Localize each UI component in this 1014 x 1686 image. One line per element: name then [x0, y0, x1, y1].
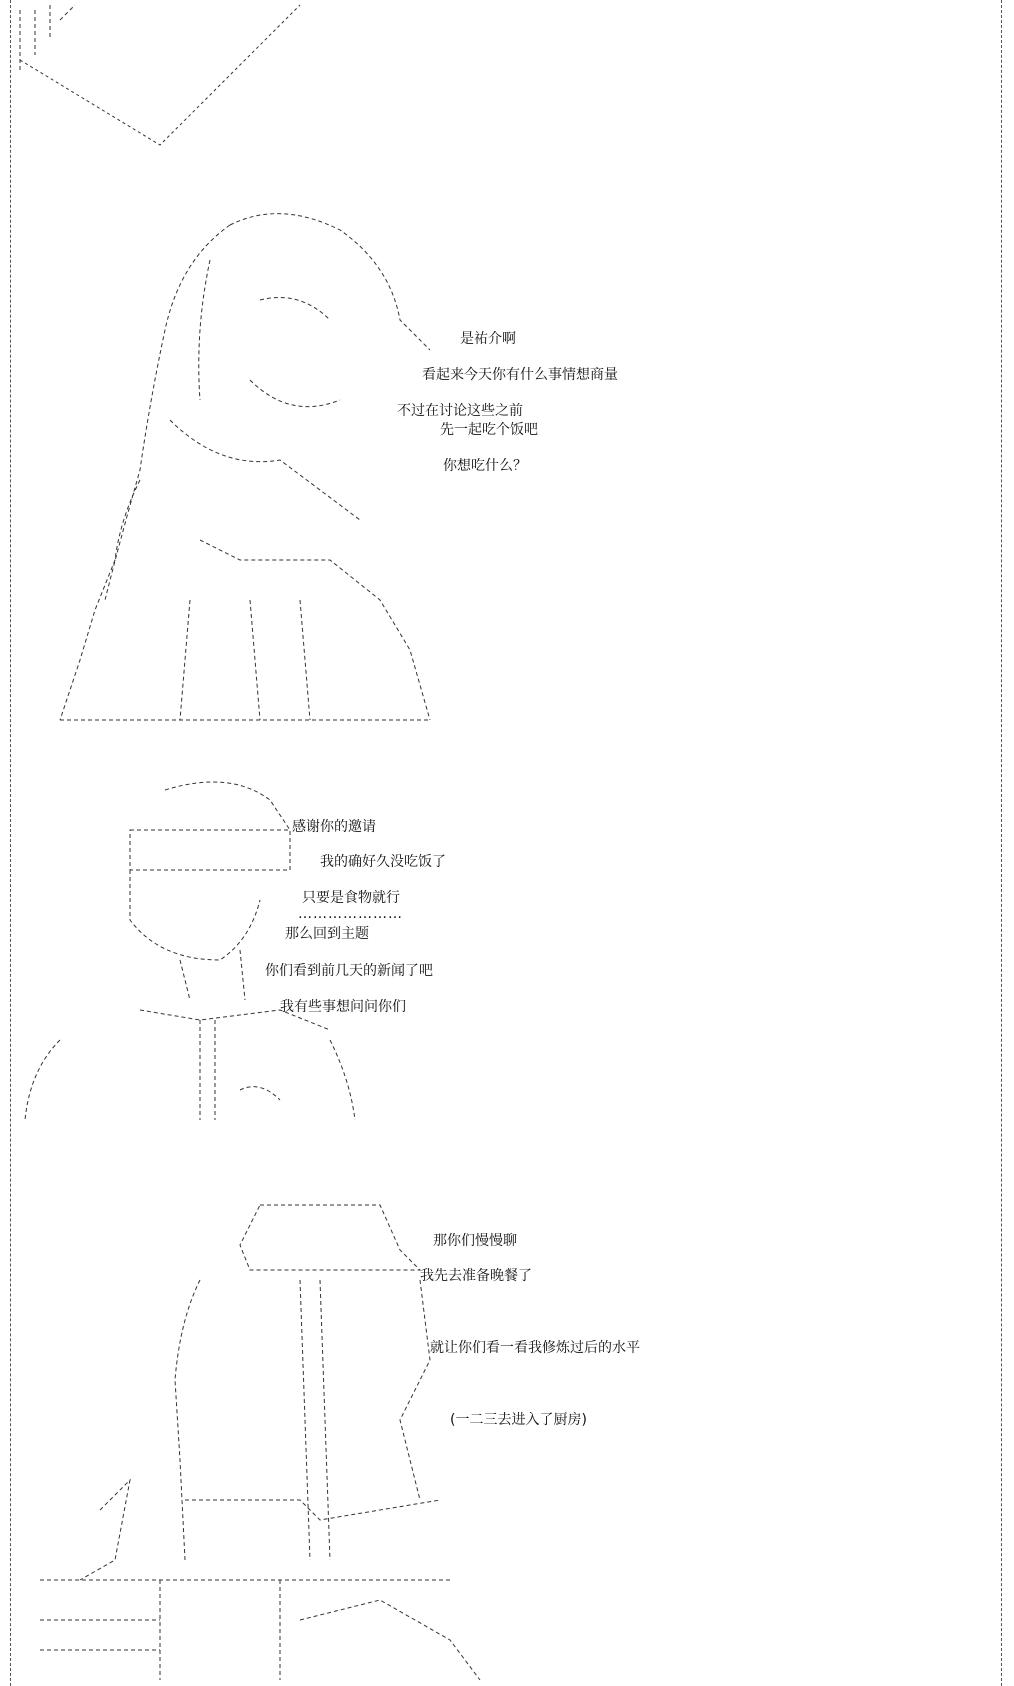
- dialogue-line: 那么回到主题: [285, 926, 369, 942]
- dialogue-line: 我的确好久没吃饭了: [320, 854, 446, 870]
- dialogue-line: 是祐介啊: [460, 331, 516, 347]
- dialogue-line: 先一起吃个饭吧: [440, 422, 538, 438]
- figure-woman-art: [60, 214, 430, 720]
- dialogue-line: 感谢你的邀请: [292, 819, 376, 835]
- dialogue-line: 那你们慢慢聊: [433, 1233, 517, 1249]
- diamond-art: [20, 5, 300, 145]
- dialogue-line: 我先去准备晚餐了: [420, 1268, 532, 1284]
- dialogue-line: (一二三去进入了厨房): [450, 1412, 587, 1428]
- dialogue-line: 我有些事想问问你们: [280, 999, 406, 1015]
- dialogue-line: 不过在讨论这些之前: [397, 403, 523, 419]
- dialogue-line: 你们看到前几天的新闻了吧: [265, 963, 433, 979]
- dialogue-line: 只要是食物就行: [302, 890, 400, 906]
- dialogue-ellipsis: …………………: [298, 906, 403, 922]
- dialogue-line: 看起来今天你有什么事情想商量: [422, 367, 618, 383]
- dialogue-line: 就让你们看一看我修炼过后的水平: [430, 1340, 640, 1356]
- dialogue-line: 你想吃什么？: [443, 458, 527, 474]
- figure-chef-art: [40, 1205, 480, 1680]
